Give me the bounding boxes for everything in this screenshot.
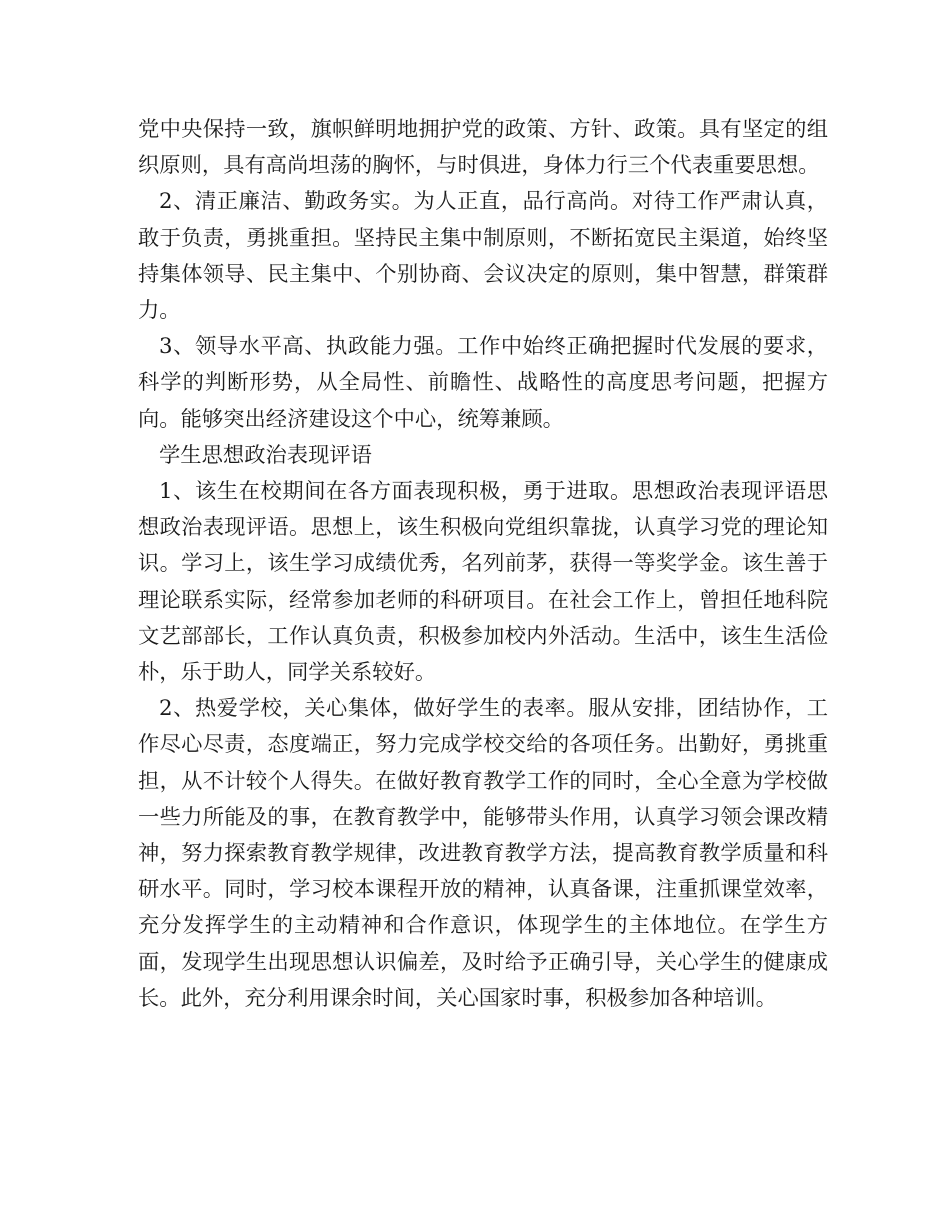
paragraph-item-3: 3、领导水平高、执政能力强。工作中始终正确把握时代发展的要求，科学的判断形势，从全局性、前瞻性、战略性的高度思考问题，把握方向。能够突出经济建设这个中心，统筹兼顾。 bbox=[138, 334, 828, 432]
paragraph-student-1: 1、该生在校期间在各方面表现积极，勇于进取。思想政治表现评语思想政治表现评语。思想上，该生积极向党组织靠拢，认真学习党的理论知识。学习上，该生学习成绩优秀，名列前茅，获得一等奖学金。该生善于理论联系实际，经常参加老师的科研项目。在社会工作上，曾担任地科院文艺部部长，工作认真负责，积极参加校内外活动。生活中，该生生活俭朴，乐于助人，同学关系较好。 bbox=[138, 479, 828, 686]
paragraph-item-2: 2、清正廉洁、勤政务实。为人正直，品行高尚。对待工作严肃认真，敢于负责，勇挑重担。坚持民主集中制原则，不断拓宽民主渠道，始终坚持集体领导、民主集中、个别协商、会议决定的原则，集中智慧，群策群力。 bbox=[138, 189, 828, 324]
paragraph-continuation: 党中央保持一致，旗帜鲜明地拥护党的政策、方针、政策。具有坚定的组织原则，具有高尚坦荡的胸怀，与时俱进，身体力行三个代表重要思想。 bbox=[138, 117, 828, 179]
section-heading: 学生思想政治表现评语 bbox=[159, 442, 372, 468]
document-body bbox=[138, 112, 828, 1017]
paragraph-student-2: 2、热爱学校，关心集体，做好学生的表率。服从安排，团结协作，工作尽心尽责，态度端正，努力完成学校交给的各项任务。出勤好，勇挑重担，从不计较个人得失。在做好教育教学工作的同时，全心全意为学校做一些力所能及的事，在教育教学中，能够带头作用，认真学习领会课改精神，努力探索教育教学规律，改进教育教学方法，提高教育教学质量和科研水平。同时，学习校本课程开放的精神，认真备课，注重抓课堂效率，充分发挥学生的主动精神和合作意识，体现学生的主体地位。在学生方面，发现学生出现思想认识偏差，及时给予正确引导，关心学生的健康成长。此外，充分利用课余时间，关心国家时事，积极参加各种培训。 bbox=[138, 696, 828, 1011]
